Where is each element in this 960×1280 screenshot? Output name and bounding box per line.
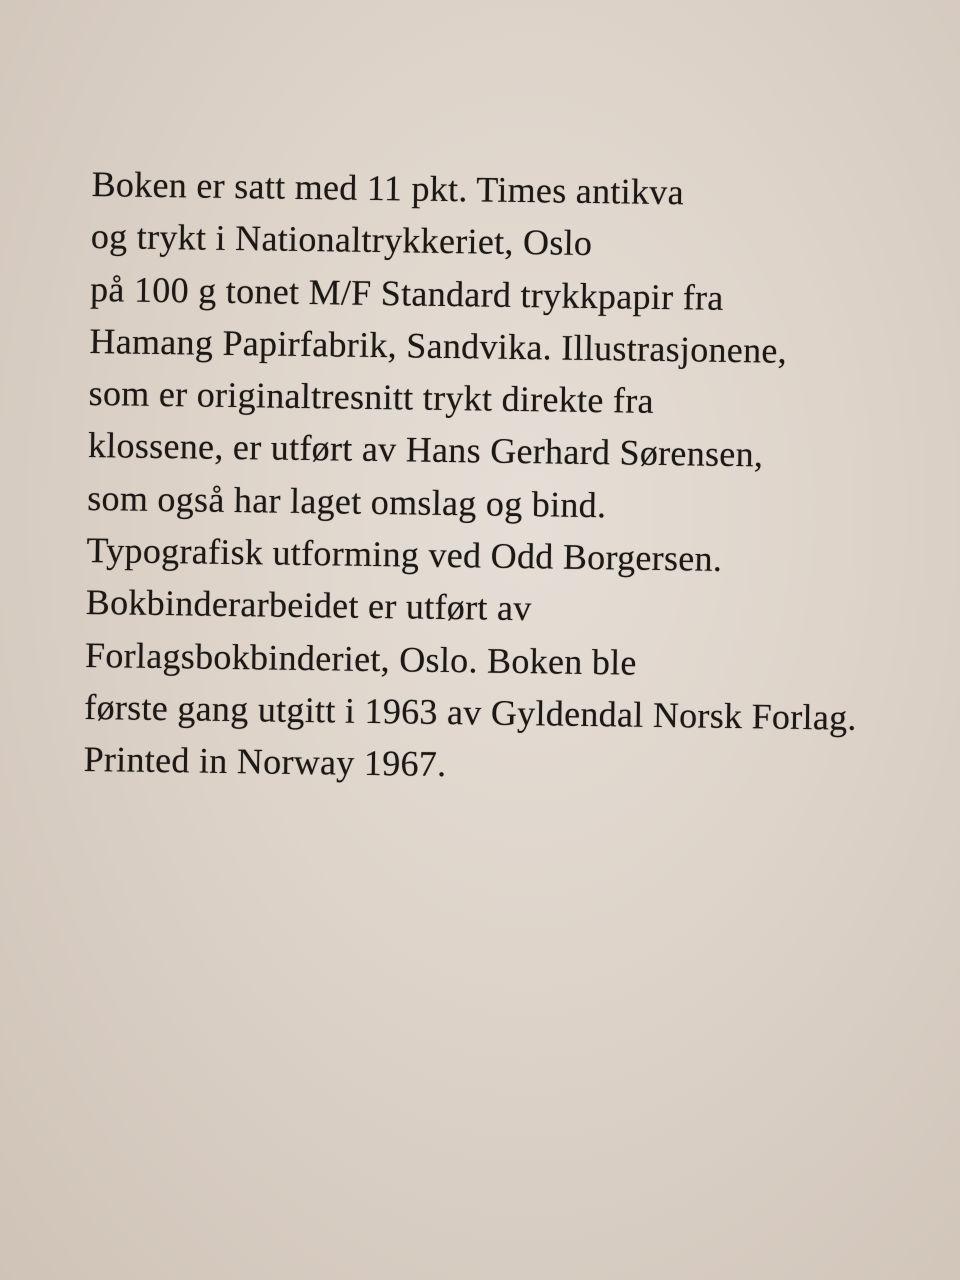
colophon-line: Boken er satt med 11 pkt. Times antikva: [91, 163, 685, 213]
colophon-line: Printed in Norway 1967.: [83, 739, 447, 785]
colophon-line: som også har laget omslag og bind.: [86, 477, 607, 525]
colophon-line: Hamang Papirfabrik, Sandvika. Illustrasjonene,: [89, 320, 788, 371]
colophon-text: [83, 158, 960, 798]
colophon-line: klossene, er utført av Hans Gerhard Sørensen,: [87, 425, 764, 475]
colophon-line: på 100 g tonet M/F Standard trykkpapir fra: [89, 268, 724, 318]
colophon-line: Bokbinderarbeidet er utført av: [85, 582, 532, 629]
colophon-line: Forlagsbokbinderiet, Oslo. Boken ble: [84, 634, 638, 683]
colophon-line: Typografisk utforming ved Odd Borgersen.: [86, 530, 723, 579]
colophon-line: og trykt i Nationaltrykkeriet, Oslo: [90, 216, 593, 264]
colophon-line: som er originaltresnitt trykt direkte fra: [88, 373, 655, 422]
colophon-line: første gang utgitt i 1963 av Gyldendal Norsk Forlag.: [84, 686, 858, 738]
